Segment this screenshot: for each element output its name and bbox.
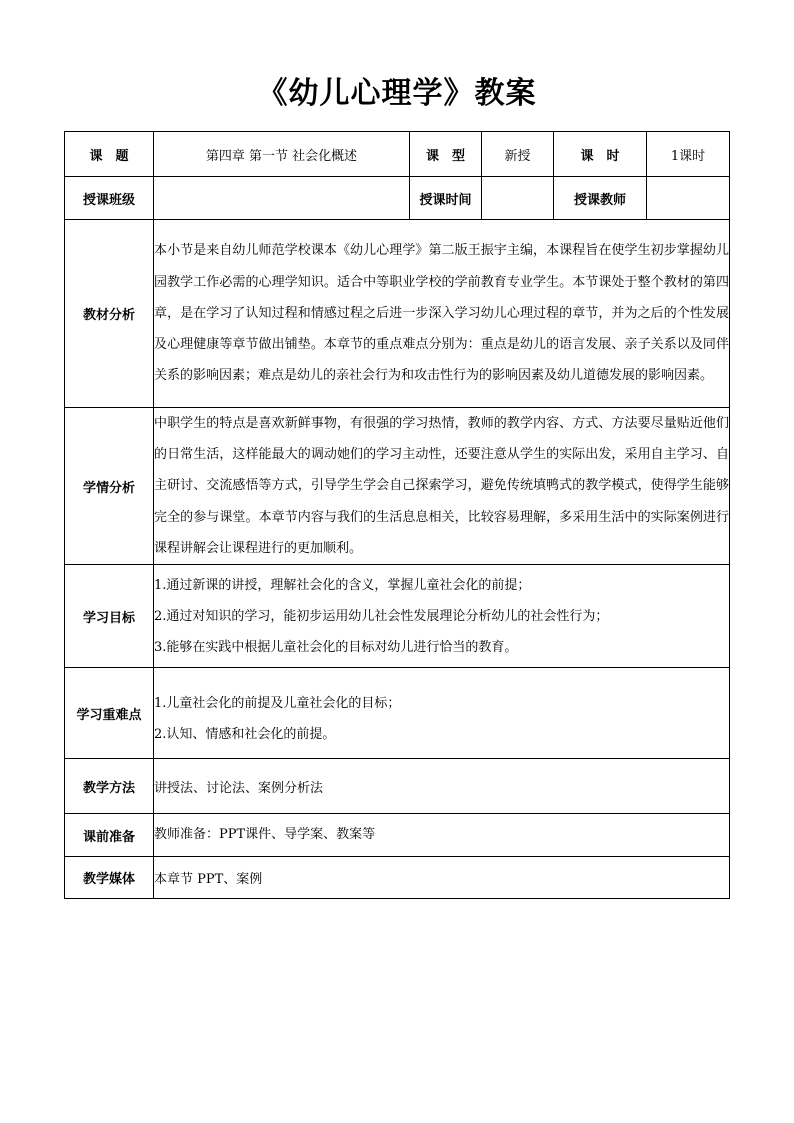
teacher-label: 授课教师 [554, 177, 647, 220]
material-row [65, 220, 730, 408]
class-value [154, 177, 410, 220]
keypoints-list [154, 668, 730, 759]
objective-item: 1.通过新课的讲授，理解社会化的含义，掌握儿童社会化的前提； [154, 577, 531, 593]
hours-label: 课 时 [554, 132, 647, 177]
keypoint-item: 2.认知、情感和社会化的前提。 [154, 727, 336, 743]
methods-text: 讲授法、讨论法、案例分析法 [154, 759, 730, 814]
time-label: 授课时间 [410, 177, 482, 220]
keypoints-row [65, 668, 730, 759]
page-title: 《幼儿心理学》教案 [257, 76, 537, 111]
time-value [482, 177, 554, 220]
methods-row [65, 759, 730, 814]
teacher-value [647, 177, 730, 220]
media-row [65, 857, 730, 899]
methods-label: 教学方法 [65, 759, 154, 814]
type-label: 课 型 [410, 132, 482, 177]
lesson-plan-table [64, 131, 730, 899]
students-text: 中职学生的特点是喜欢新鲜事物，有很强的学习热情，教师的教学内容、方式、方法要尽量贴近他们的日常生活，这样能最大的调动她们的学习主动性，还要注意从学生的实际出发，采用自主学习、自主研讨、交流感悟等方式，引导学生学会自己探索学习，避免传统填鸭式的教学模式，使得学生能够完全的参与课堂。本章节内容与我们的生活息息相关，比较容易理解，多采用生活中的实际案例进行课程讲解会让课程进行的更加顺利。 [154, 408, 730, 565]
objectives-label: 学习目标 [65, 565, 154, 668]
media-label: 教学媒体 [65, 857, 154, 899]
students-row [65, 408, 730, 565]
header-row [65, 132, 730, 177]
class-info-row [65, 177, 730, 220]
prep-row [65, 814, 730, 857]
media-text: 本章节 PPT、案例 [154, 857, 730, 899]
objectives-row [65, 565, 730, 668]
material-label: 教材分析 [65, 220, 154, 408]
objectives-list [154, 565, 730, 668]
keypoints-label: 学习重难点 [65, 668, 154, 759]
topic-label: 课 题 [65, 132, 154, 177]
objective-item: 3.能够在实践中根据儿童社会化的目标对幼儿进行恰当的教育。 [154, 639, 518, 655]
topic-value: 第四章 第一节 社会化概述 [154, 132, 410, 177]
prep-text: 教师准备：PPT课件、导学案、教案等 [154, 814, 730, 857]
hours-value: 1课时 [647, 132, 730, 177]
type-value: 新授 [482, 132, 554, 177]
class-label: 授课班级 [65, 177, 154, 220]
material-text: 本小节是来自幼儿师范学校课本《幼儿心理学》第二版王振宇主编，本课程旨在使学生初步掌握幼儿园教学工作必需的心理学知识。适合中等职业学校的学前教育专业学生。本节课处于整个教材的第四章，是在学习了认知过程和情感过程之后进一步深入学习幼儿心理过程的章节，并为之后的个性发展及心理健康等章节做出铺垫。本章节的重点难点分别为：重点是幼儿的语言发展、亲子关系以及同伴关系的影响因素；难点是幼儿的亲社会行为和攻击性行为的影响因素及幼儿道德发展的影响因素。 [154, 220, 730, 408]
students-label: 学情分析 [65, 408, 154, 565]
keypoint-item: 1.儿童社会化的前提及儿童社会化的目标； [154, 696, 401, 712]
objective-item: 2.通过对知识的学习，能初步运用幼儿社会性发展理论分析幼儿的社会性行为； [154, 608, 609, 624]
prep-label: 课前准备 [65, 814, 154, 857]
